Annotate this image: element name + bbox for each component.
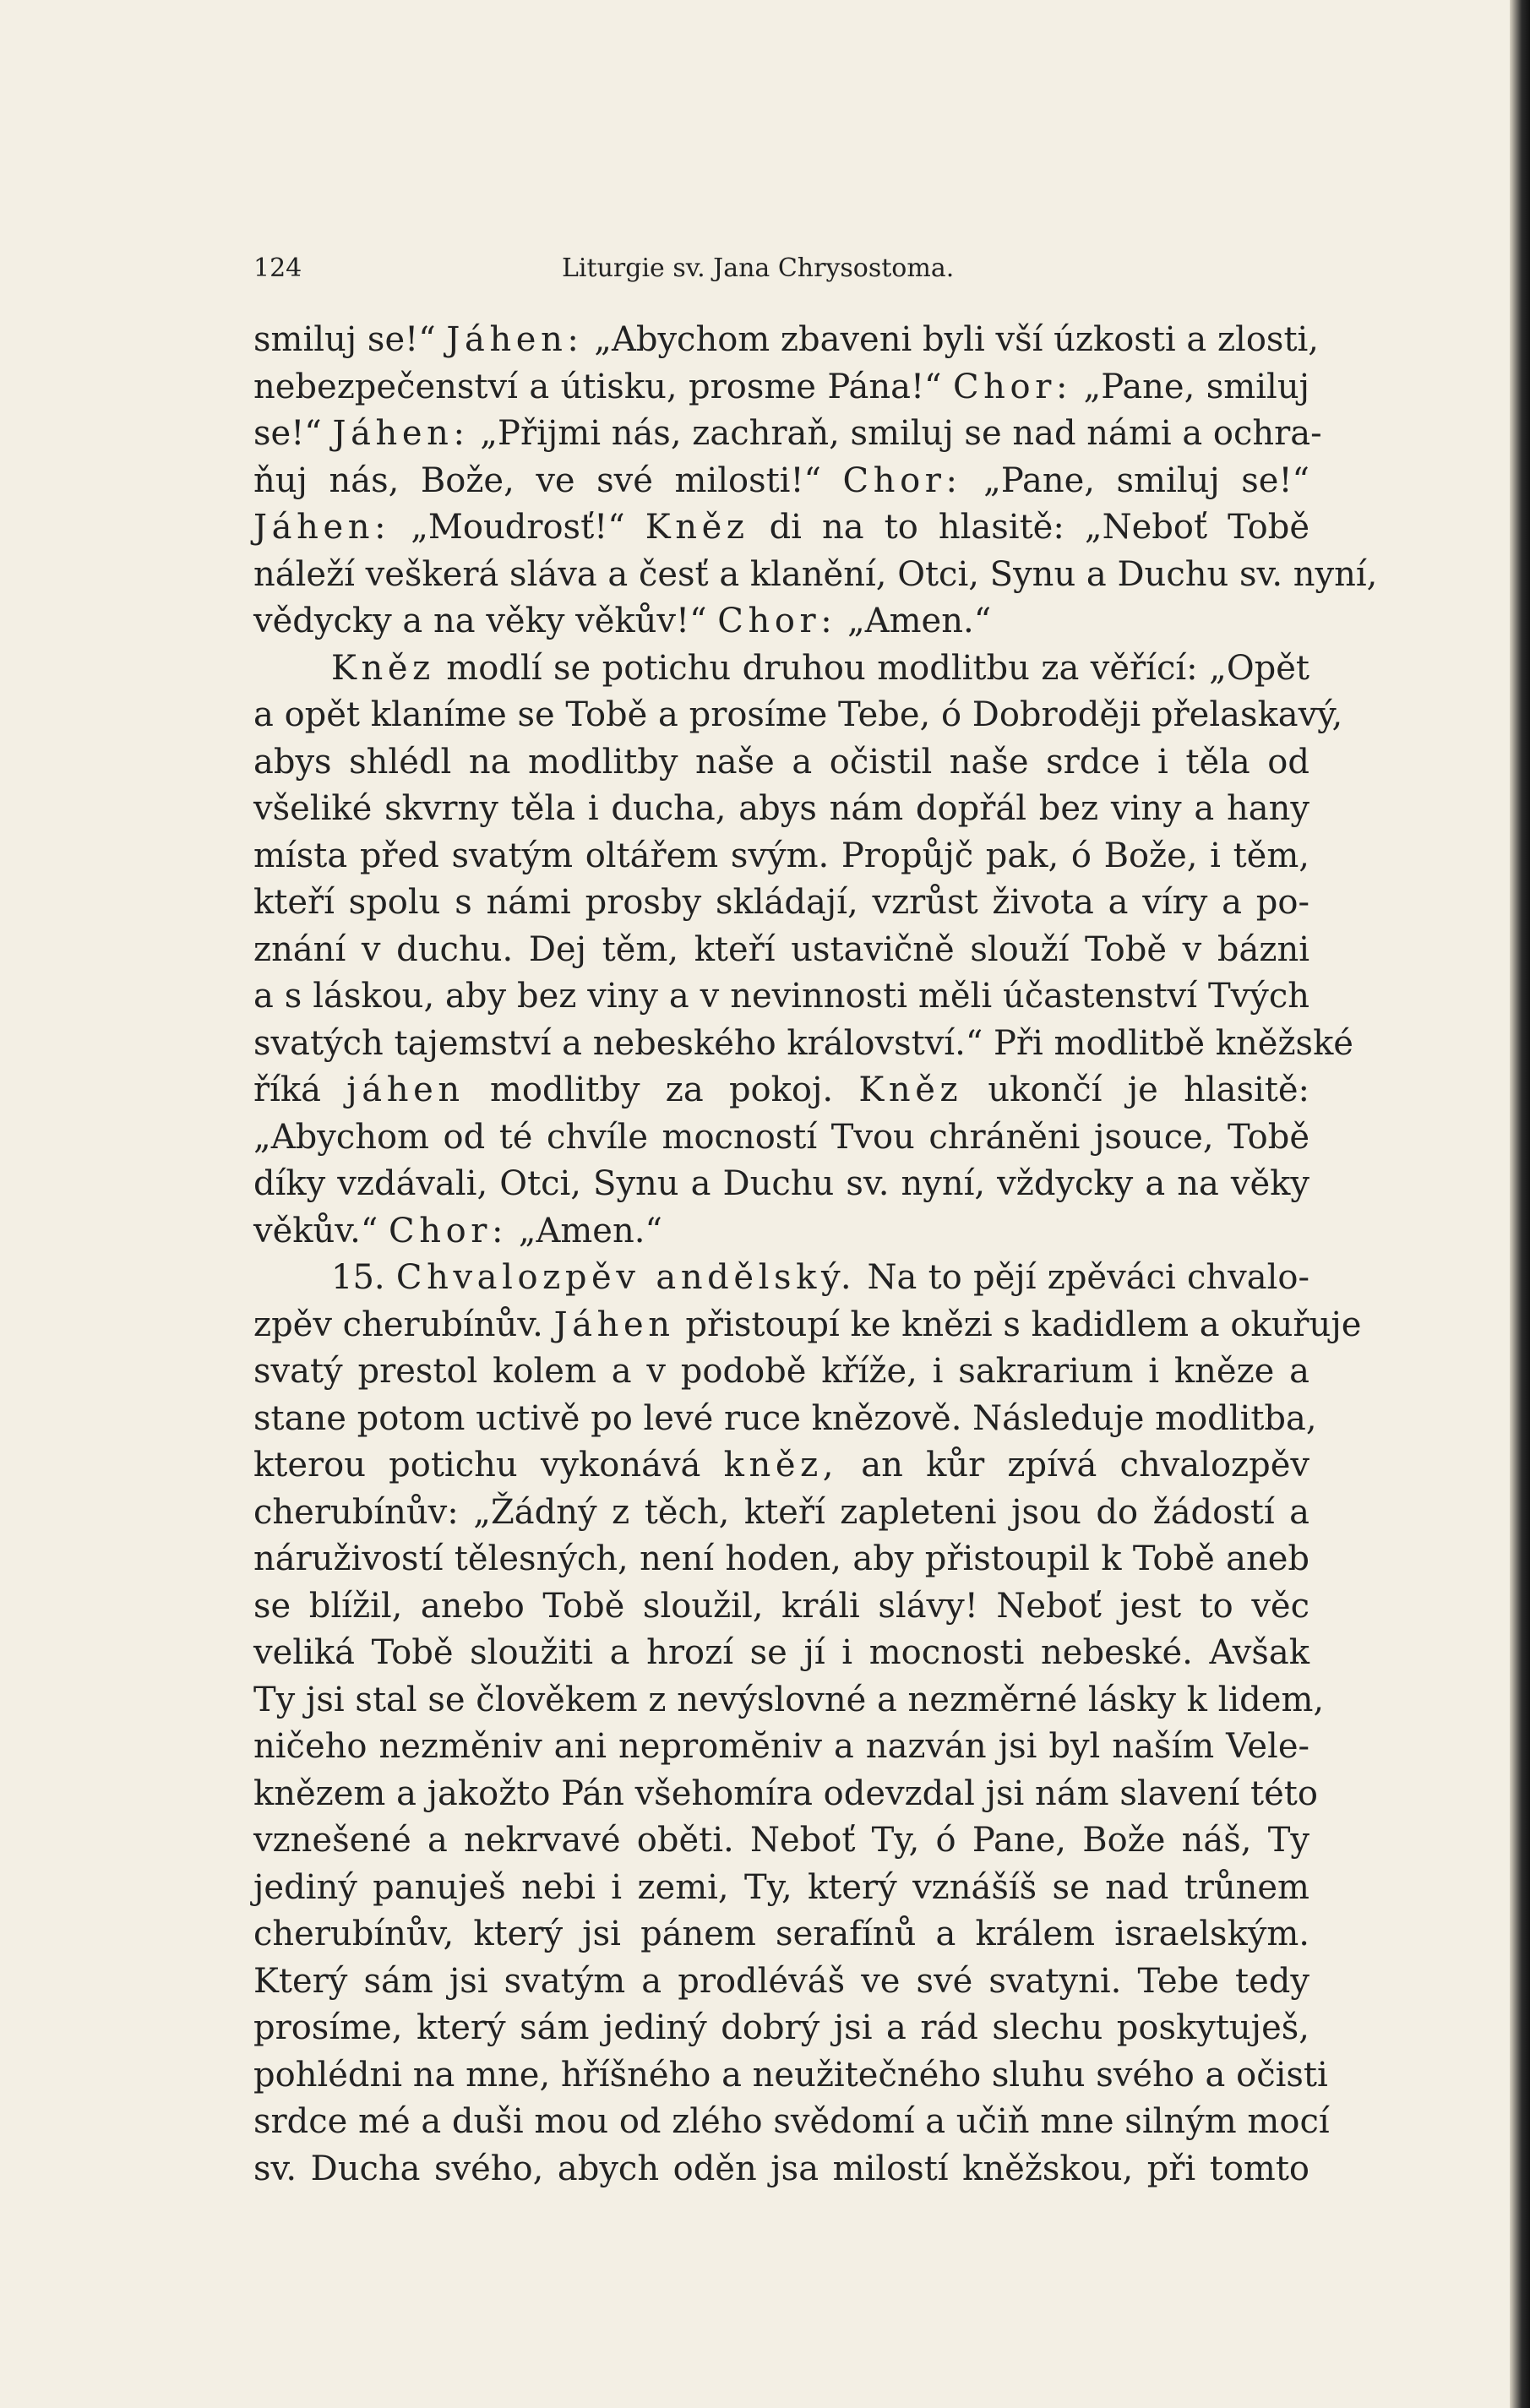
text-line: jediný panuješ nebi i zemi, Ty, který vznášíš se nad trůnem <box>253 1867 1309 1907</box>
running-header <box>253 253 1309 287</box>
text-line: „Abychom od té chvíle mocností Tvou chráněni jsouce, Tobě <box>253 1117 1309 1157</box>
text-line: věkův.“ Chor: „Amen.“ <box>253 1211 662 1250</box>
text-line: cherubínův, který jsi pánem serafínů a králem israelským. <box>253 1915 1309 1953</box>
text-line: svatý prestol kolem a v podobě kříže, i sakrarium i kněze a <box>253 1352 1309 1391</box>
text-line: ňuj nás, Bože, ve své milosti!“ Chor: „Pane, smiluj se!“ <box>253 460 1309 500</box>
spaced-emphasis: Kněz <box>858 1071 963 1109</box>
text-line: Ty jsi stal se člověkem z nevýslovné a nezměrné lásky k lidem, <box>253 1680 1325 1719</box>
spaced-emphasis: Jáhen: <box>332 414 470 453</box>
text-line: pohlédni na mne, hříšného a neužitečného sluhu svého a očisti <box>253 2055 1328 2095</box>
spaced-emphasis: Chor: <box>389 1211 509 1250</box>
text-line: Kněz modlí se potichu druhou modlitbu za věřící: „Opět <box>331 648 1309 688</box>
text-line: vznešené a nekrvavé oběti. Neboť Ty, ó Pane, Bože náš, Ty <box>253 1821 1309 1860</box>
page-edge-shadow <box>1510 0 1530 2408</box>
text-line: abys shlédl na modlitby naše a očistil naše srdce i těla od <box>253 742 1309 782</box>
text-line: a opět klaníme se Tobě a prosíme Tebe, ó Dobroději přelaskavý, <box>253 695 1343 734</box>
text-line: zpěv cherubínův. Jáhen přistoupí ke knězi s kadidlem a okuřuje <box>253 1305 1362 1344</box>
text-line: se!“ Jáhen: „Přijmi nás, zachraň, smiluj se nad námi a ochra- <box>253 414 1322 453</box>
spaced-emphasis: Kněz <box>645 508 749 547</box>
spaced-emphasis: Chor: <box>717 602 837 640</box>
text-line: všeliké skvrny těla i ducha, abys nám dopřál bez viny a hany <box>253 789 1309 828</box>
text-line: stane potom uctivě po levé ruce knězově. Následuje modlitba, <box>253 1398 1317 1438</box>
text-line: náruživostí tělesných, není hoden, aby přistoupil k Tobě aneb <box>253 1539 1309 1578</box>
spaced-emphasis: kněz, <box>723 1446 839 1485</box>
text-line: říká jáhen modlitby za pokoj. Kněz ukončí je hlasitě: <box>253 1071 1310 1109</box>
spaced-emphasis: Kněz <box>331 648 435 688</box>
text-line: svatých tajemství a nebeského království.“ Při modlitbě kněžské <box>253 1023 1353 1063</box>
spaced-emphasis: Chvalozpěv andělský. <box>395 1258 857 1297</box>
text-line: knězem a jakožto Pán všehomíra odevzdal jsi nám slavení této <box>253 1773 1318 1813</box>
text-line: kteří spolu s námi prosby skládají, vzrůst života a víry a po- <box>253 883 1309 922</box>
text-line: veliká Tobě sloužiti a hrozí se jí i mocnosti nebeské. Avšak <box>253 1633 1309 1672</box>
body-text <box>253 317 1378 2193</box>
text-line: se blížil, anebo Tobě sloužil, králi slávy! Neboť jest to věc <box>253 1586 1309 1626</box>
text-line: kterou potichu vykonává kněz, an kůr zpívá chvalozpěv <box>253 1446 1309 1485</box>
spaced-emphasis: Jáhen: <box>253 508 391 547</box>
text-line: 15. Chvalozpěv andělský. Na to pějí zpěváci chvalo- <box>331 1258 1309 1297</box>
text-line: náleží veškerá sláva a česť a klanění, Otci, Synu a Duchu sv. nyní, <box>253 554 1378 594</box>
spaced-emphasis: jáhen <box>346 1071 465 1109</box>
spaced-emphasis: Jáhen <box>553 1305 675 1344</box>
text-line: nebezpečenství a útisku, prosme Pána!“ Chor: „Pane, smiluj <box>253 367 1309 406</box>
text-line: ničeho nezměniv ani nepromĕniv a nazván jsi byl naším Vele- <box>253 1727 1309 1766</box>
text-line: cherubínův: „Žádný z těch, kteří zapleteni jsou do žádostí a <box>253 1492 1309 1532</box>
page-number: 124 <box>253 253 302 283</box>
text-line: díky vzdávali, Otci, Synu a Duchu sv. nyní, vždycky a na věky <box>253 1164 1309 1203</box>
running-title: Liturgie sv. Jana Chrysostoma. <box>562 253 955 283</box>
text-line: Který sám jsi svatým a prodléváš ve své svatyni. Tebe tedy <box>253 1961 1309 2001</box>
text-line: znání v duchu. Dej těm, kteří ustavičně slouží Tobě v bázni <box>253 929 1309 969</box>
spaced-emphasis: Chor: <box>952 367 1073 406</box>
spaced-emphasis: Chor: <box>842 460 962 500</box>
text-line: prosíme, který sám jediný dobrý jsi a rád slechu poskytuješ, <box>253 2008 1309 2047</box>
text-line: a s láskou, aby bez viny a v nevinnosti měli účastenství Tvých <box>253 977 1309 1016</box>
text-line: Jáhen: „Moudrosť!“ Kněz di na to hlasitě: „Neboť Tobě <box>253 508 1309 547</box>
text-line: místa před svatým oltářem svým. Propůjč pak, ó Bože, i těm, <box>253 836 1309 875</box>
spaced-emphasis: Jáhen: <box>446 320 584 359</box>
text-line: vědycky a na věky věkův!“ Chor: „Amen.“ <box>253 602 992 640</box>
text-line: srdce mé a duši mou od zlého svědomí a učiň mne silným mocí <box>253 2102 1330 2141</box>
text-line: smiluj se!“ Jáhen: „Abychom zbaveni byli vší úzkosti a zlosti, <box>253 320 1320 359</box>
text-line: sv. Ducha svého, abych oděn jsa milostí kněžskou, při tomto <box>253 2149 1309 2188</box>
